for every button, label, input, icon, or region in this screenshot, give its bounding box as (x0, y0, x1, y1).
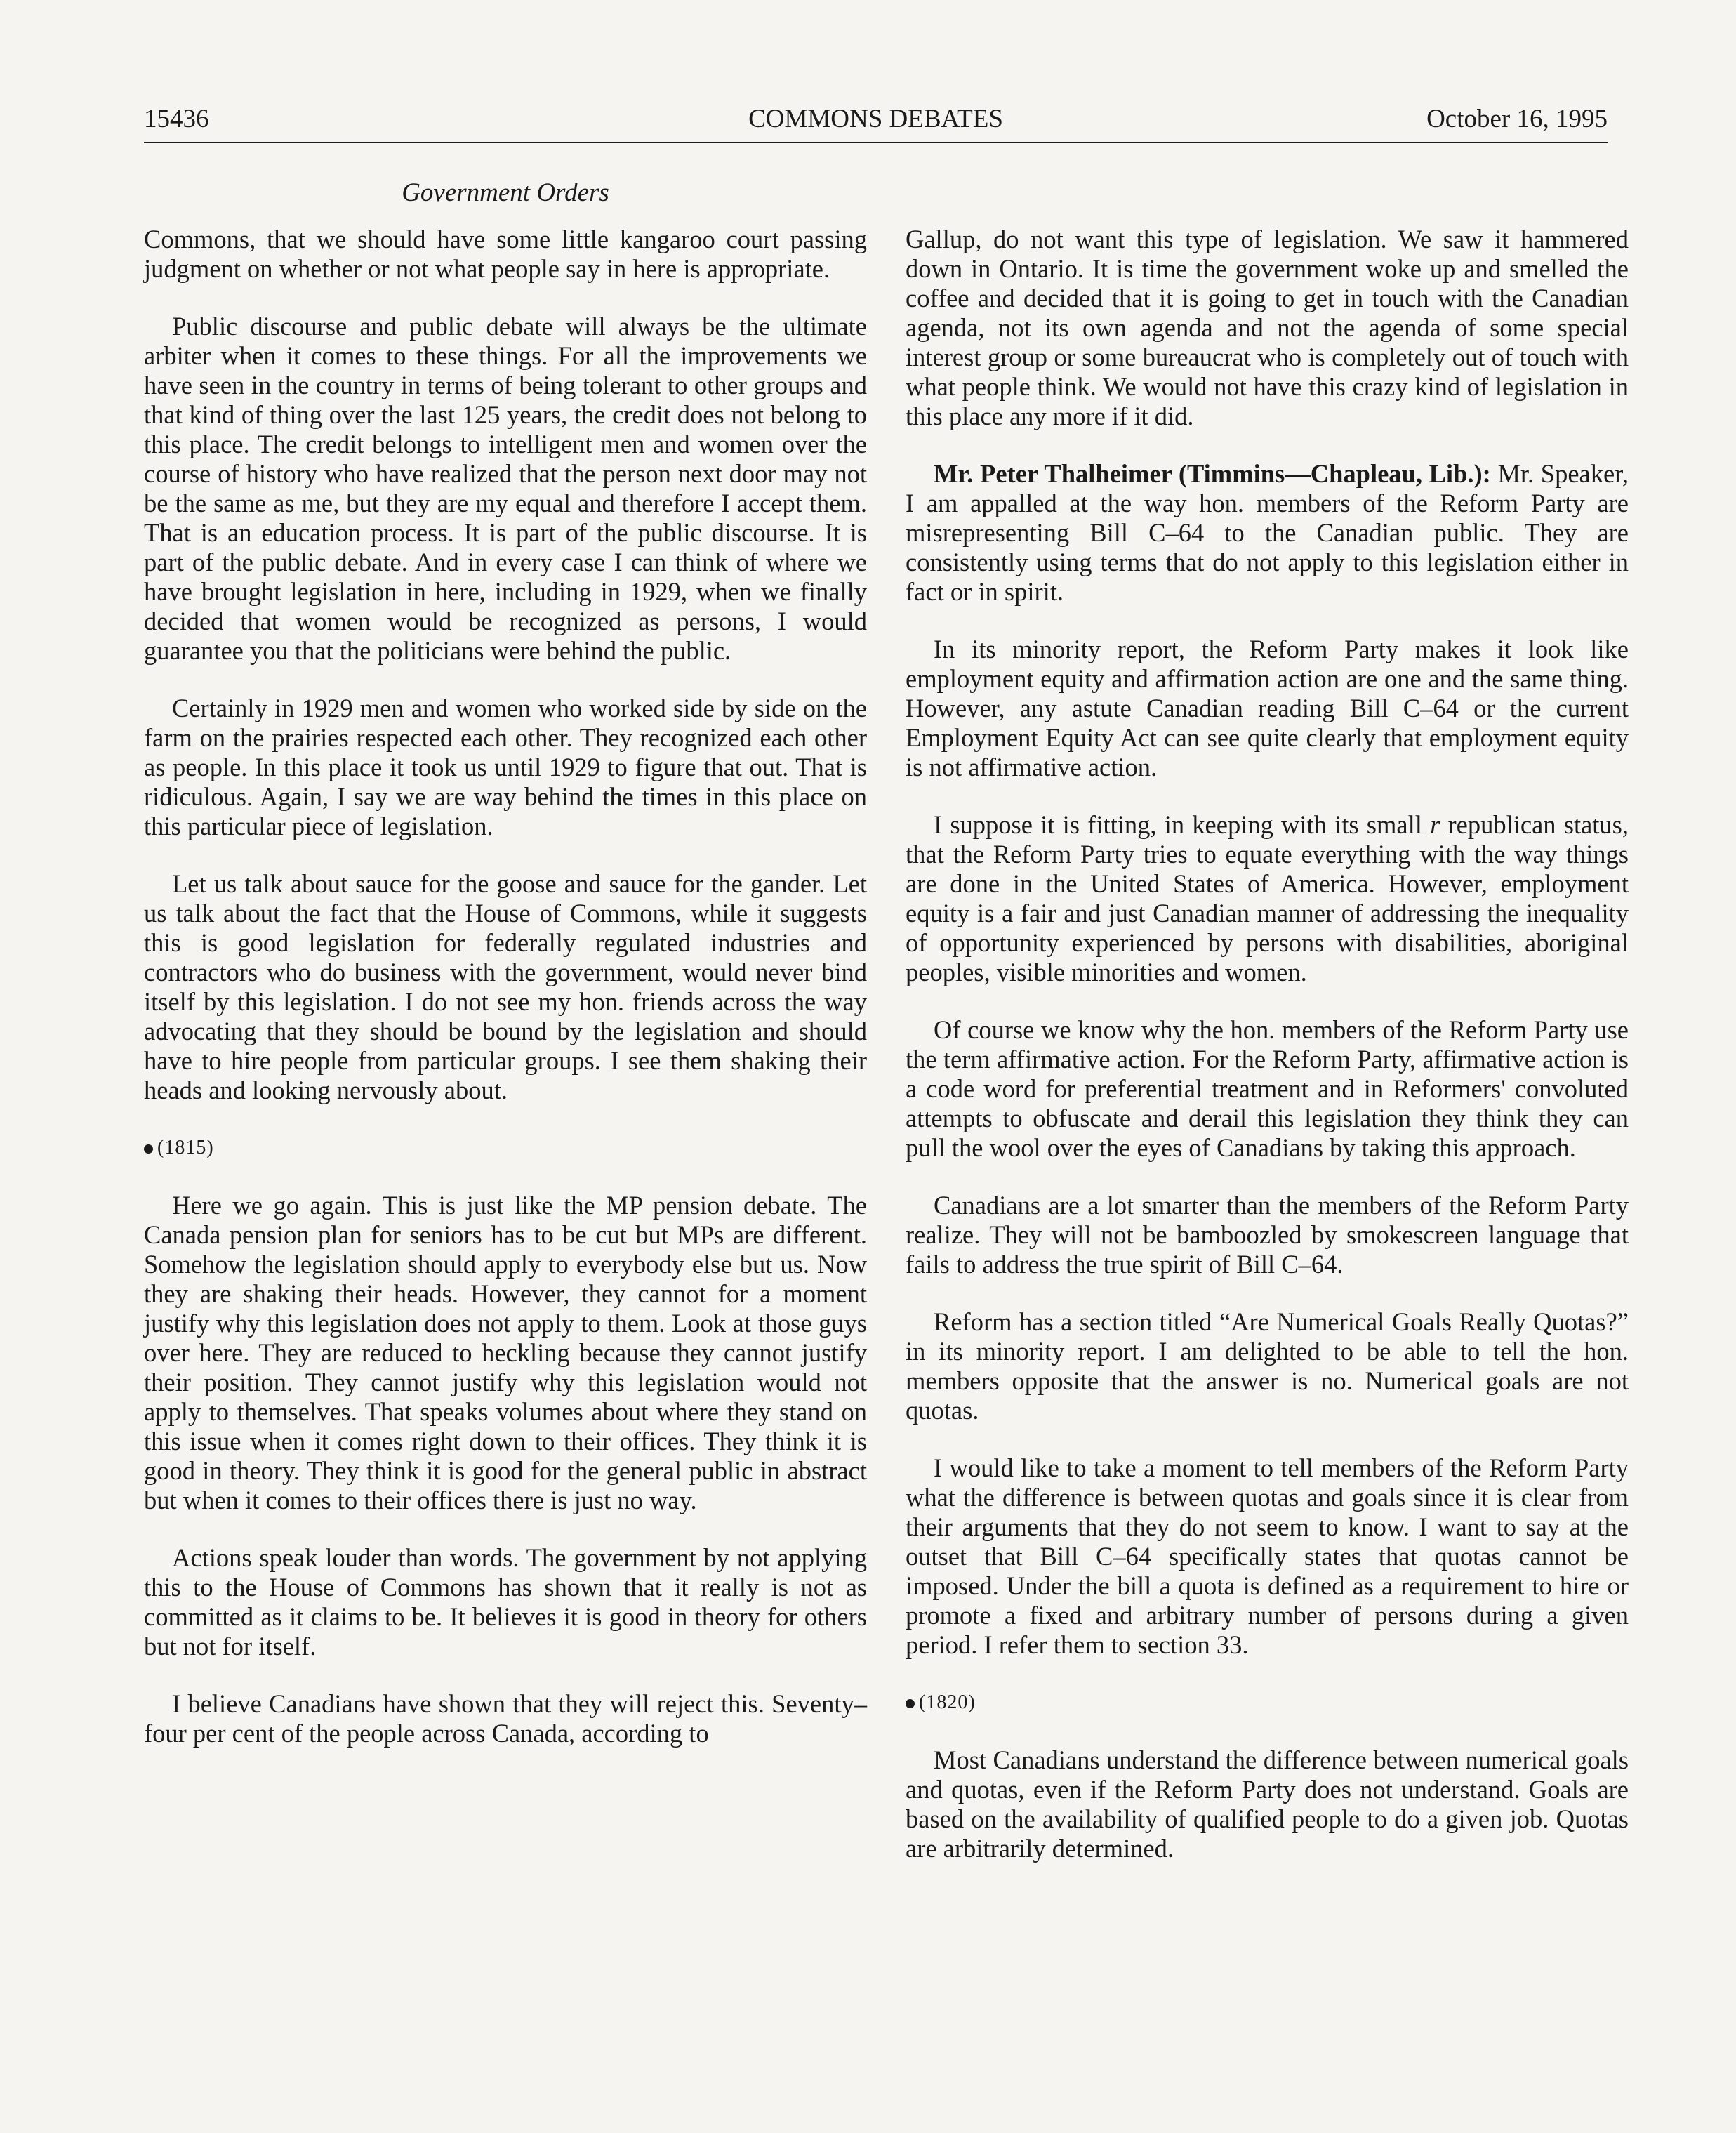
timestamp-text: (1820) (919, 1691, 976, 1713)
timestamp-marker (906, 1688, 1629, 1717)
paragraph-text: I suppose it is fitting, in keeping with its small (934, 810, 1422, 839)
left-column (144, 225, 867, 1776)
speaker-name: Mr. Peter Thalheimer (Timmins—Chapleau, Lib.): (934, 459, 1491, 488)
paragraph: Gallup, do not want this type of legislation. We saw it hammered down in Ontario. It is time the government woke up and smelled the coffee and decided that it is going to get in touch with the Canadian agenda, not its own agenda and not the agenda of some special interest group or some bureaucrat who is completely out of touch with what people think. We would not have this crazy kind of legislation in this place any more if it did. (906, 225, 1629, 430)
bullet-icon (906, 1699, 915, 1708)
speech-paragraph (906, 459, 1629, 607)
paragraph: Reform has a section titled “Are Numerical Goals Really Quotas?” in its minority report. I am delighted to be able to tell the hon. members opposite that the answer is no. Numerical goals are not quotas. (906, 1307, 1629, 1425)
paragraph: Most Canadians understand the difference between numerical goals and quotas, even if the Reform Party does not understand. Goals are based on the availability of qualified people to do a given job. Quotas are arbitrarily determined. (906, 1745, 1629, 1863)
paragraph: I would like to take a moment to tell members of the Reform Party what the difference is between quotas and goals since it is clear from their arguments that they do not seem to know. I want to say at the outset that Bill C–64 specifically states that quotas cannot be imposed. Under the bill a quota is defined as a requirement to hire or promote a fixed and arbitrary number of persons during a given period. I refer them to section 33. (906, 1453, 1629, 1659)
speech-text: Mr. Speaker, I am appalled at the way hon. members of the Reform Party are misrepresenting Bill C–64 to the Canadian public. They are consistently using terms that do not apply to this legislation either in fact or in spirit. (906, 459, 1629, 606)
paragraph: Of course we know why the hon. members of the Reform Party use the term affirmative action. For the Reform Party, affirmative action is a code word for preferential treatment and in Reformers' convoluted attempts to obfuscate and derail this legislation they think they can pull the wool over the eyes of Canadians by taking this approach. (906, 1015, 1629, 1162)
right-column (906, 225, 1629, 1891)
page-number: 15436 (144, 105, 209, 133)
timestamp-text: (1815) (157, 1137, 214, 1158)
paragraph: Actions speak louder than words. The government by not applying this to the House of Commons has shown that it really is not as committed as it claims to be. It believes it is good in theory for others but not for itself. (144, 1543, 867, 1660)
bullet-icon (144, 1144, 153, 1154)
publication-date: October 16, 1995 (1426, 105, 1608, 133)
paragraph (906, 810, 1629, 987)
paragraph-text: republican status, that the Reform Party tries to equate everything with the way things are done in the United States of America. However, employment equity is a fair and just Canadian manner of addressing the inequality of opportunity experienced by persons with disabilities, aboriginal peoples, visible minorities and women. (906, 810, 1629, 986)
paragraph: In its minority report, the Reform Party makes it look like employment equity and affirmation action are one and the same thing. However, any astute Canadian reading Bill C–64 or the current Employment Equity Act can see quite clearly that employment equity is not affirmative action. (906, 635, 1629, 781)
italic-letter: r (1430, 810, 1440, 839)
journal-title: COMMONS DEBATES (748, 105, 1003, 133)
running-head (144, 98, 1608, 140)
paragraph: Certainly in 1929 men and women who worked side by side on the farm on the prairies respected each other. They recognized each other as people. In this place it took us until 1929 to figure that out. That is ridiculous. Again, I say we are way behind the times in this place on this particular piece of legislation. (144, 694, 867, 840)
paragraph: I believe Canadians have shown that they will reject this. Seventy–four per cent of the people across Canada, according to (144, 1689, 867, 1748)
timestamp-marker (144, 1133, 867, 1163)
section-label: Government Orders (402, 178, 609, 207)
paragraph: Here we go again. This is just like the MP pension debate. The Canada pension plan for seniors has to be cut but MPs are different. Somehow the legislation should apply to everybody else but us. Now they are shaking their heads. However, they cannot for a moment justify why this legislation does not apply to them. Look at those guys over here. They are reduced to heckling because they cannot justify their position. They cannot justify why this legislation would not apply to themselves. That speaks volumes about where they stand on this issue when it comes right down to their offices. They think it is good in theory. They think it is good for the general public in abstract but when it comes to their offices there is just no way. (144, 1191, 867, 1514)
paragraph: Let us talk about sauce for the goose and sauce for the gander. Let us talk about the fact that the House of Commons, while it suggests this is good legislation for federally regulated industries and contractors who do business with the government, would never bind itself by this legislation. I do not see my hon. friends across the way advocating that they should be bound by the legislation and should have to hire people from particular groups. I see them shaking their heads and looking nervously about. (144, 869, 867, 1104)
hansard-page (144, 98, 1629, 2092)
paragraph: Canadians are a lot smarter than the members of the Reform Party realize. They will not be bamboozled by smokescreen language that fails to address the true spirit of Bill C–64. (906, 1191, 1629, 1279)
paragraph: Commons, that we should have some little kangaroo court passing judgment on whether or not what people say in here is appropriate. (144, 225, 867, 283)
header-rule (144, 142, 1608, 143)
paragraph: Public discourse and public debate will always be the ultimate arbiter when it comes to these things. For all the improvements we have seen in the country in terms of being tolerant to other groups and that kind of thing over the last 125 years, the credit does not belong to this place. The credit belongs to intelligent men and women over the course of history who have realized that the person next door may not be the same as me, but they are my equal and therefore I accept them. That is an education process. It is part of the public discourse. It is part of the public debate. And in every case I can think of where we have brought legislation in here, including in 1929, when we finally decided that women would be recognized as persons, I would guarantee you that the politicians were behind the public. (144, 312, 867, 665)
